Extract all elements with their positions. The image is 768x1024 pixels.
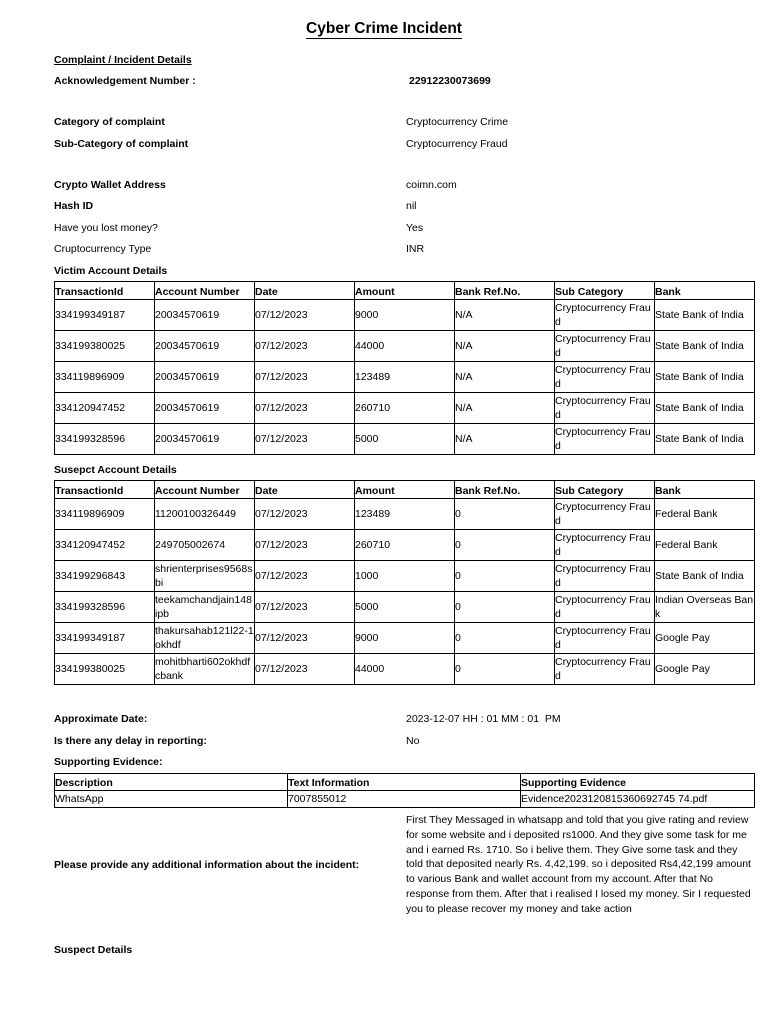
table-cell: Federal Bank xyxy=(655,499,755,530)
table-cell: N/A xyxy=(455,300,555,331)
table-cell: Google Pay xyxy=(655,623,755,654)
table-row xyxy=(55,530,755,561)
additional-info-text: First They Messaged in whatsapp and told that you give rating and review for some website and i deposited rs1000. And they give some task for me and i earned Rs. 1710. So i belive them. They Give some task and they told that deposited nearly Rs. 4,42,199. so i deposited Rs4,42,199 amount to various Bank and wallet account from my account. After that No response from them. After that i realised I losed my money. Sir I requested you to please recover my money and take action xyxy=(406,814,751,915)
suspect-details-heading: Suspect Details xyxy=(54,944,133,956)
table-cell: 9000 xyxy=(355,300,455,331)
table-cell: N/A xyxy=(455,362,555,393)
table-header-row xyxy=(55,282,755,300)
table-cell: Federal Bank xyxy=(655,530,755,561)
approx-date-label: Approximate Date: xyxy=(54,713,148,725)
victim-account-table xyxy=(54,281,755,455)
table-cell: mohitbharti602okhdfcbank xyxy=(155,654,255,685)
table-cell: 123489 xyxy=(355,499,455,530)
table-cell: 20034570619 xyxy=(155,331,255,362)
table-cell: Cryptocurrency Fraud xyxy=(555,623,655,654)
table-row xyxy=(55,592,755,623)
table-cell: 334199349187 xyxy=(55,623,155,654)
table-cell: 334199380025 xyxy=(55,331,155,362)
suspect-account-table xyxy=(54,480,755,685)
table-cell: WhatsApp xyxy=(55,791,288,808)
table-cell: 11200100326449 xyxy=(155,499,255,530)
column-header: Account Number xyxy=(155,481,255,499)
table-cell: 20034570619 xyxy=(155,362,255,393)
table-cell: 07/12/2023 xyxy=(255,393,355,424)
column-header: Description xyxy=(55,774,288,791)
column-header: Bank Ref.No. xyxy=(455,282,555,300)
column-header: Bank Ref.No. xyxy=(455,481,555,499)
column-header: Amount xyxy=(355,282,455,300)
wallet-value: coimn.com xyxy=(406,179,457,191)
hash-label: Hash ID xyxy=(54,200,94,212)
page-title-wrap xyxy=(0,20,768,38)
table-cell: 07/12/2023 xyxy=(255,300,355,331)
column-header: Text Information xyxy=(288,774,521,791)
ack-value: 22912230073699 xyxy=(409,75,491,87)
approx-date-value: 2023-12-07 HH : 01 MM : 01 PM xyxy=(406,713,561,725)
table-cell: 07/12/2023 xyxy=(255,362,355,393)
table-cell: 0 xyxy=(455,561,555,592)
table-row xyxy=(55,654,755,685)
column-header: Bank xyxy=(655,282,755,300)
table-cell: 334199296843 xyxy=(55,561,155,592)
table-cell: 7007855012 xyxy=(288,791,521,808)
table-cell: 249705002674 xyxy=(155,530,255,561)
subcategory-value: Cryptocurrency Fraud xyxy=(406,138,508,150)
table-cell: N/A xyxy=(455,331,555,362)
table-cell: Cryptocurrency Fraud xyxy=(555,393,655,424)
table-cell: State Bank of India xyxy=(655,362,755,393)
table-row xyxy=(55,362,755,393)
page-title: Cyber Crime Incident xyxy=(306,20,462,37)
table-cell: 44000 xyxy=(355,654,455,685)
table-cell: 334120947452 xyxy=(55,393,155,424)
table-cell: teekamchandjain148ipb xyxy=(155,592,255,623)
table-cell: Google Pay xyxy=(655,654,755,685)
table-cell: 334199328596 xyxy=(55,424,155,455)
table-cell: 07/12/2023 xyxy=(255,592,355,623)
table-cell: 07/12/2023 xyxy=(255,424,355,455)
table-cell: 0 xyxy=(455,592,555,623)
table-cell: Cryptocurrency Fraud xyxy=(555,499,655,530)
crypto-type-value: INR xyxy=(406,243,425,255)
table-row xyxy=(55,623,755,654)
table-cell: 334120947452 xyxy=(55,530,155,561)
table-cell: 07/12/2023 xyxy=(255,561,355,592)
victim-heading: Victim Account Details xyxy=(54,265,168,277)
column-header: TransactionId xyxy=(55,282,155,300)
table-cell: 334199349187 xyxy=(55,300,155,331)
table-cell: 0 xyxy=(455,530,555,561)
additional-info-label: Please provide any additional information about the incident: xyxy=(54,859,360,871)
table-cell: 334199380025 xyxy=(55,654,155,685)
table-cell: 334119896909 xyxy=(55,362,155,393)
column-header: Bank xyxy=(655,481,755,499)
column-header: Amount xyxy=(355,481,455,499)
table-cell: N/A xyxy=(455,393,555,424)
table-row xyxy=(55,561,755,592)
table-cell: Cryptocurrency Fraud xyxy=(555,331,655,362)
crypto-type-label: Cruptocurrency Type xyxy=(54,243,152,255)
evidence-table xyxy=(54,773,755,808)
lost-money-label: Have you lost money? xyxy=(54,222,158,234)
table-cell: State Bank of India xyxy=(655,393,755,424)
table-cell: Cryptocurrency Fraud xyxy=(555,424,655,455)
table-cell: 5000 xyxy=(355,592,455,623)
column-header: Account Number xyxy=(155,282,255,300)
table-cell: 260710 xyxy=(355,393,455,424)
table-cell: 20034570619 xyxy=(155,424,255,455)
column-header: Sub Category xyxy=(555,481,655,499)
table-cell: N/A xyxy=(455,424,555,455)
table-cell: 07/12/2023 xyxy=(255,331,355,362)
column-header: Date xyxy=(255,481,355,499)
table-header-row xyxy=(55,774,755,791)
table-cell: 334119896909 xyxy=(55,499,155,530)
category-value: Cryptocurrency Crime xyxy=(406,116,509,128)
table-cell: 0 xyxy=(455,654,555,685)
category-label: Category of complaint xyxy=(54,116,165,128)
lost-money-value: Yes xyxy=(406,222,424,234)
table-cell: 07/12/2023 xyxy=(255,499,355,530)
evidence-file-link[interactable]: Evidence2023120815360692745 74.pdf xyxy=(521,791,755,808)
table-cell: 07/12/2023 xyxy=(255,654,355,685)
table-row xyxy=(55,424,755,455)
table-cell: 0 xyxy=(455,499,555,530)
table-cell: shrienterprises9568sbi xyxy=(155,561,255,592)
table-cell: Cryptocurrency Fraud xyxy=(555,362,655,393)
table-cell: 9000 xyxy=(355,623,455,654)
table-cell: 20034570619 xyxy=(155,300,255,331)
delay-label: Is there any delay in reporting: xyxy=(54,735,207,747)
table-cell: 123489 xyxy=(355,362,455,393)
table-header-row xyxy=(55,481,755,499)
table-cell: 334199328596 xyxy=(55,592,155,623)
wallet-label: Crypto Wallet Address xyxy=(54,179,166,191)
table-cell: Cryptocurrency Fraud xyxy=(555,561,655,592)
table-cell: 0 xyxy=(455,623,555,654)
table-row xyxy=(55,300,755,331)
column-header: Date xyxy=(255,282,355,300)
table-cell: 20034570619 xyxy=(155,393,255,424)
column-header: Supporting Evidence xyxy=(521,774,755,791)
evidence-heading: Supporting Evidence: xyxy=(54,756,163,768)
table-row xyxy=(55,393,755,424)
table-cell: State Bank of India xyxy=(655,331,755,362)
column-header: Sub Category xyxy=(555,282,655,300)
table-cell: 07/12/2023 xyxy=(255,623,355,654)
table-row xyxy=(55,331,755,362)
table-cell: 260710 xyxy=(355,530,455,561)
table-cell: Cryptocurrency Fraud xyxy=(555,654,655,685)
table-cell: Indian Overseas Bank xyxy=(655,592,755,623)
ack-label: Acknowledgement Number : xyxy=(54,75,196,87)
suspect-heading: Susepct Account Details xyxy=(54,464,177,476)
table-cell: Cryptocurrency Fraud xyxy=(555,592,655,623)
table-cell: State Bank of India xyxy=(655,424,755,455)
table-cell: Cryptocurrency Fraud xyxy=(555,530,655,561)
hash-value: nil xyxy=(406,200,417,212)
table-cell: State Bank of India xyxy=(655,300,755,331)
column-header: TransactionId xyxy=(55,481,155,499)
table-cell: thakursahab121l22-1okhdf xyxy=(155,623,255,654)
delay-value: No xyxy=(406,735,420,747)
table-cell: State Bank of India xyxy=(655,561,755,592)
table-cell: 07/12/2023 xyxy=(255,530,355,561)
table-cell: Cryptocurrency Fraud xyxy=(555,300,655,331)
section-heading: Complaint / Incident Details xyxy=(54,54,192,66)
table-cell: 5000 xyxy=(355,424,455,455)
table-cell: 1000 xyxy=(355,561,455,592)
table-row xyxy=(55,791,755,808)
table-cell: 44000 xyxy=(355,331,455,362)
subcategory-label: Sub-Category of complaint xyxy=(54,138,189,150)
table-row xyxy=(55,499,755,530)
